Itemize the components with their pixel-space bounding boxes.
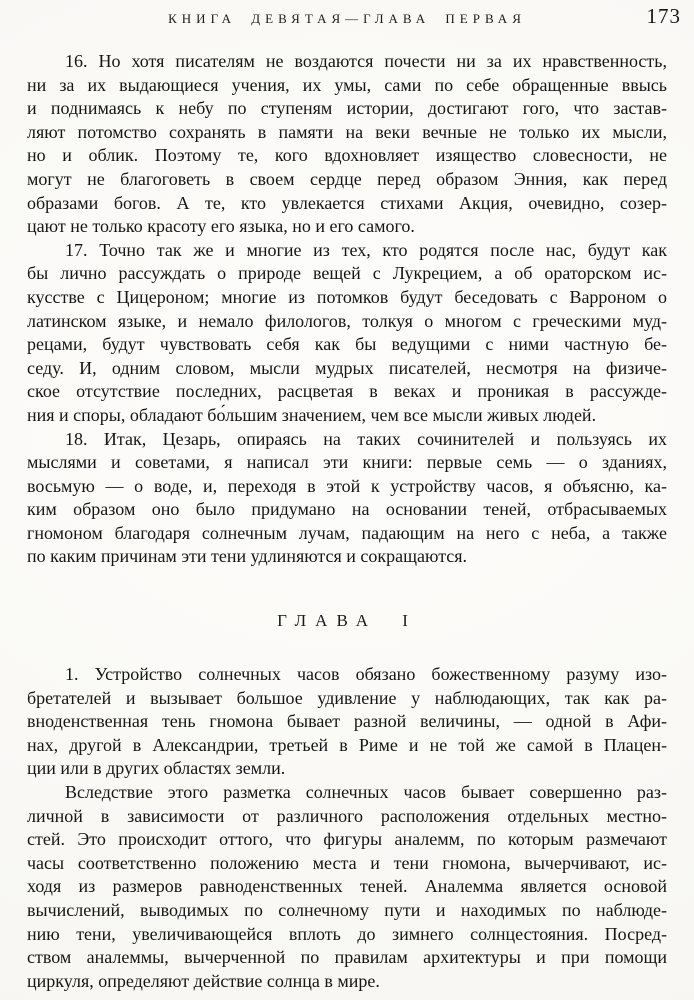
text-line: но и облик. Поэтому те, кого вдохновляет изящество словесности, не [27, 145, 667, 166]
text-block [27, 50, 667, 993]
page-number: 173 [646, 4, 681, 28]
text-line: седу. И, одним словом, мысли мудрых писателей, несмотря на физиче- [27, 357, 667, 378]
paragraph-ch1-2 [27, 781, 667, 993]
text-line: ния и споры, обладают бо́льшим значением, чем все мысли живых людей. [27, 404, 597, 425]
text-line: по каким причинам эти тени удлиняются и сокращаются. [27, 546, 468, 567]
text-line: бретателей и вызывает большое удивление у наблюдающих, так как ра- [27, 687, 667, 708]
text-line: восьмую — о воде, и, переходя в этой к устройству часов, я объясню, ка- [27, 475, 667, 496]
text-line: часы соответственно положению места и тени гномона, вычерчивают, ис- [27, 852, 667, 873]
text-line: 17. Точно так же и многие из тех, кто родятся после нас, будут как [65, 239, 667, 260]
text-line: рецами, будут чувствовать себя как бы ведущими с ними частную бе- [27, 334, 667, 355]
text-line: цают не только красоту его языка, но и его самого. [27, 216, 415, 237]
text-line: гномоном благодаря солнечным лучам, падающим на него с неба, а также [27, 522, 667, 543]
paragraph-16 [27, 50, 667, 239]
text-line: латинском языке, и немало филологов, толкуя о многом с греческими муд- [27, 310, 667, 331]
text-line: нию тени, увеличивающейся вплоть до зимнего солнцестояния. Посред- [27, 923, 667, 944]
text-line: ции или в других областях земли. [27, 758, 286, 779]
text-line: мыслями и советами, я написал эти книги: первые семь — о зданиях, [27, 452, 667, 473]
text-line: ское отсутствие последних, расцветая в веках и проникая в рассужде- [27, 381, 667, 402]
text-line: нах, другой в Александрии, третьей в Риме и не той же самой в Плацен- [27, 734, 667, 755]
text-line: могут не благоговеть в своем сердце перед образом Энния, как перед [27, 168, 667, 189]
paragraph-18 [27, 428, 667, 570]
text-line: образами богов. А те, кто увлекается стихами Акция, очевидно, созер- [27, 192, 667, 213]
text-line: циркуля, определяют действие солнца в мире. [27, 970, 380, 991]
paragraph-ch1-1 [27, 663, 667, 781]
text-line: личной в зависимости от различного расположения отдельных местно- [27, 805, 667, 826]
running-title: КНИГА ДЕВЯТАЯ—ГЛАВА ПЕРВАЯ [168, 11, 526, 26]
text-line: бы лично рассуждать о природе вещей с Лукрецием, а об ораторском ис- [27, 263, 667, 284]
text-line: вычислений, выводимых по солнечному пути и находимых по наблюде- [27, 900, 667, 920]
text-line: ляют потомство сохранять в памяти на веки вечные не только их мысли, [27, 121, 667, 142]
text-line: вноденственная тень гномона бывает разной величины, — одной в Афи- [27, 711, 667, 732]
text-line: 1. Устройство солнечных часов обязано божественному разуму изо- [65, 664, 667, 685]
text-line: 18. Итак, Цезарь, опираясь на таких сочинителей и пользуясь их [65, 428, 667, 449]
text-line: ким образом оно было придумано на основании теней, отбрасываемых [27, 499, 667, 520]
text-line: Вследствие этого разметка солнечных часов бывает совершенно раз- [65, 782, 667, 803]
text-line: кусстве с Цицероном; многие из потомков будут беседовать с Варроном о [27, 286, 667, 307]
text-line: ни за их выдающиеся учения, их умы, сами по себе обращенные ввысь [27, 74, 667, 95]
text-line: ходя из размеров равноденственных теней. Аналемма является основой [27, 876, 667, 897]
text-line: стей. Это происходит оттого, что фигуры аналемм, по которым размечают [27, 829, 667, 850]
chapter-heading: ГЛАВА I [277, 611, 417, 631]
text-line: ством аналеммы, вычерченной по правилам архитектуры и при помощи [27, 947, 667, 968]
text-line: и поднимаясь к небу по ступеням истории, достигают гого, что застав- [27, 98, 667, 119]
text-line: 16. Но хотя писателям не воздаются почести ни за их нравственность, [65, 51, 667, 71]
paragraph-17 [27, 239, 667, 428]
